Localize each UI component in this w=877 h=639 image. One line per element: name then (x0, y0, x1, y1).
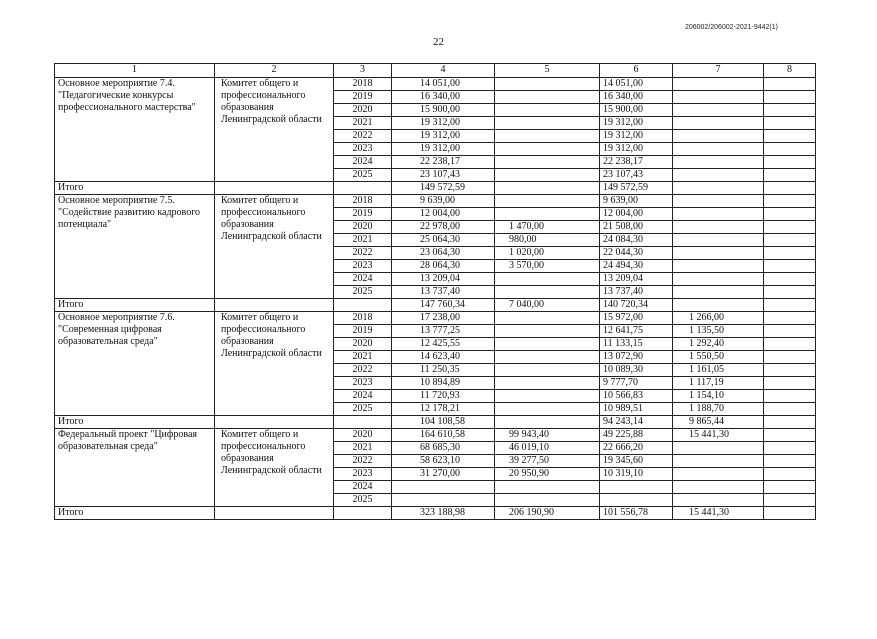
other-sources-cell (764, 494, 816, 507)
regional-budget-cell: 19 312,00 (600, 130, 673, 143)
other-sources-cell (764, 338, 816, 351)
total-amount-cell: 13 777,25 (392, 325, 495, 338)
other-sources-cell (764, 481, 816, 494)
other-sources-cell (764, 130, 816, 143)
year-cell: 2022 (334, 130, 392, 143)
regional-budget-cell: 10 566,83 (600, 390, 673, 403)
other-sources-cell (764, 455, 816, 468)
total-regional-cell: 149 572,59 (600, 182, 673, 195)
federal-budget-cell (495, 494, 600, 507)
regional-budget-cell: 19 345,60 (600, 455, 673, 468)
total-label: Итого (55, 507, 215, 520)
column-number-header-row (55, 64, 816, 78)
total-amount-cell (392, 494, 495, 507)
total-federal-cell: 7 040,00 (495, 299, 600, 312)
local-budget-cell (673, 286, 764, 299)
other-sources-cell (764, 156, 816, 169)
local-budget-cell (673, 481, 764, 494)
total-executor-cell (215, 507, 334, 520)
other-sources-cell (764, 117, 816, 130)
year-cell: 2018 (334, 195, 392, 208)
year-cell: 2019 (334, 91, 392, 104)
year-cell: 2023 (334, 468, 392, 481)
local-budget-cell (673, 169, 764, 182)
local-budget-cell (673, 156, 764, 169)
local-budget-cell (673, 91, 764, 104)
federal-budget-cell (495, 169, 600, 182)
total-other-cell (764, 416, 816, 429)
total-year-cell (334, 507, 392, 520)
federal-budget-cell (495, 364, 600, 377)
local-budget-cell (673, 260, 764, 273)
regional-budget-cell: 12 004,00 (600, 208, 673, 221)
total-label: Итого (55, 299, 215, 312)
total-executor-cell (215, 182, 334, 195)
regional-budget-cell: 22 238,17 (600, 156, 673, 169)
regional-budget-cell: 21 508,00 (600, 221, 673, 234)
regional-budget-cell: 10 089,30 (600, 364, 673, 377)
regional-budget-cell: 23 107,43 (600, 169, 673, 182)
total-amount-cell: 323 188,98 (392, 507, 495, 520)
regional-budget-cell: 15 972,00 (600, 312, 673, 325)
table-row (55, 195, 816, 208)
total-regional-cell: 94 243,14 (600, 416, 673, 429)
local-budget-cell: 1 550,50 (673, 351, 764, 364)
column-number-header: 8 (764, 64, 816, 78)
total-regional-cell: 101 556,78 (600, 507, 673, 520)
column-number-header: 3 (334, 64, 392, 78)
total-row (55, 182, 816, 195)
local-budget-cell: 1 266,00 (673, 312, 764, 325)
year-cell: 2025 (334, 286, 392, 299)
table-row (55, 312, 816, 325)
regional-budget-cell: 22 044,30 (600, 247, 673, 260)
total-amount-cell: 12 425,55 (392, 338, 495, 351)
activity-name: Основное мероприятие 7.5. "Содействие развитию кадрового потенциала" (55, 195, 215, 299)
local-budget-cell (673, 78, 764, 91)
local-budget-cell (673, 442, 764, 455)
other-sources-cell (764, 104, 816, 117)
other-sources-cell (764, 273, 816, 286)
federal-budget-cell: 3 570,00 (495, 260, 600, 273)
year-cell: 2020 (334, 221, 392, 234)
federal-budget-cell (495, 481, 600, 494)
local-budget-cell (673, 494, 764, 507)
total-amount-cell: 12 004,00 (392, 208, 495, 221)
total-amount-cell: 28 064,30 (392, 260, 495, 273)
other-sources-cell (764, 195, 816, 208)
total-row (55, 299, 816, 312)
federal-budget-cell: 46 019,10 (495, 442, 600, 455)
year-cell: 2020 (334, 338, 392, 351)
local-budget-cell: 1 135,50 (673, 325, 764, 338)
federal-budget-cell: 1 470,00 (495, 221, 600, 234)
regional-budget-cell: 16 340,00 (600, 91, 673, 104)
local-budget-cell (673, 195, 764, 208)
year-cell: 2021 (334, 351, 392, 364)
regional-budget-cell: 9 777,70 (600, 377, 673, 390)
table-row (55, 78, 816, 91)
executor-name: Комитет общего и профессионального образования Ленинградской области (215, 312, 334, 416)
total-amount-cell: 12 178,21 (392, 403, 495, 416)
total-other-cell (764, 182, 816, 195)
federal-budget-cell (495, 91, 600, 104)
total-amount-cell: 23 064,30 (392, 247, 495, 260)
total-executor-cell (215, 416, 334, 429)
local-budget-cell (673, 130, 764, 143)
other-sources-cell (764, 364, 816, 377)
year-cell: 2018 (334, 78, 392, 91)
total-amount-cell: 10 894,89 (392, 377, 495, 390)
year-cell: 2018 (334, 312, 392, 325)
column-number-header: 4 (392, 64, 495, 78)
federal-budget-cell (495, 117, 600, 130)
other-sources-cell (764, 143, 816, 156)
local-budget-cell: 1 188,70 (673, 403, 764, 416)
total-amount-cell: 31 270,00 (392, 468, 495, 481)
other-sources-cell (764, 260, 816, 273)
regional-budget-cell: 15 900,00 (600, 104, 673, 117)
column-number-header: 7 (673, 64, 764, 78)
regional-budget-cell: 11 133,15 (600, 338, 673, 351)
total-amount-cell: 58 623,10 (392, 455, 495, 468)
local-budget-cell (673, 208, 764, 221)
total-amount-cell: 9 639,00 (392, 195, 495, 208)
year-cell: 2022 (334, 364, 392, 377)
total-row (55, 416, 816, 429)
total-amount-cell: 19 312,00 (392, 143, 495, 156)
table-row (55, 429, 816, 442)
federal-budget-cell (495, 156, 600, 169)
year-cell: 2024 (334, 481, 392, 494)
federal-budget-cell: 1 020,00 (495, 247, 600, 260)
executor-name: Комитет общего и профессионального образования Ленинградской области (215, 78, 334, 182)
year-cell: 2022 (334, 455, 392, 468)
federal-budget-cell (495, 208, 600, 221)
total-amount-cell: 15 900,00 (392, 104, 495, 117)
total-amount-cell: 23 107,43 (392, 169, 495, 182)
other-sources-cell (764, 312, 816, 325)
total-amount-cell: 16 340,00 (392, 91, 495, 104)
regional-budget-cell: 19 312,00 (600, 117, 673, 130)
year-cell: 2021 (334, 234, 392, 247)
column-number-header: 1 (55, 64, 215, 78)
local-budget-cell: 1 161,05 (673, 364, 764, 377)
total-other-cell (764, 299, 816, 312)
total-amount-cell: 149 572,59 (392, 182, 495, 195)
total-amount-cell: 19 312,00 (392, 130, 495, 143)
federal-budget-cell (495, 403, 600, 416)
federal-budget-cell: 39 277,50 (495, 455, 600, 468)
federal-budget-cell (495, 325, 600, 338)
regional-budget-cell: 10 319,10 (600, 468, 673, 481)
total-row (55, 507, 816, 520)
regional-budget-cell (600, 481, 673, 494)
activity-name: Федеральный проект "Цифровая образовательная среда" (55, 429, 215, 507)
local-budget-cell: 1 117,19 (673, 377, 764, 390)
local-budget-cell (673, 234, 764, 247)
federal-budget-cell (495, 104, 600, 117)
regional-budget-cell: 24 084,30 (600, 234, 673, 247)
total-local-cell (673, 182, 764, 195)
total-other-cell (764, 507, 816, 520)
other-sources-cell (764, 403, 816, 416)
federal-budget-cell: 20 950,90 (495, 468, 600, 481)
other-sources-cell (764, 325, 816, 338)
federal-budget-cell (495, 338, 600, 351)
document-id: 206002/206002-2021-9442(1) (684, 24, 778, 31)
local-budget-cell (673, 221, 764, 234)
total-amount-cell: 11 720,93 (392, 390, 495, 403)
regional-budget-cell: 14 051,00 (600, 78, 673, 91)
regional-budget-cell: 13 072,90 (600, 351, 673, 364)
other-sources-cell (764, 78, 816, 91)
total-amount-cell: 104 108,58 (392, 416, 495, 429)
total-year-cell (334, 416, 392, 429)
total-year-cell (334, 299, 392, 312)
regional-budget-cell: 10 989,51 (600, 403, 673, 416)
total-amount-cell: 164 610,58 (392, 429, 495, 442)
total-amount-cell: 13 737,40 (392, 286, 495, 299)
year-cell: 2023 (334, 377, 392, 390)
year-cell: 2020 (334, 104, 392, 117)
total-amount-cell: 22 978,00 (392, 221, 495, 234)
local-budget-cell (673, 273, 764, 286)
federal-budget-cell (495, 130, 600, 143)
year-cell: 2023 (334, 260, 392, 273)
year-cell: 2022 (334, 247, 392, 260)
other-sources-cell (764, 377, 816, 390)
federal-budget-cell (495, 143, 600, 156)
local-budget-cell: 1 154,10 (673, 390, 764, 403)
activity-name: Основное мероприятие 7.4. "Педагогические конкурсы профессионального мастерства" (55, 78, 215, 182)
regional-budget-cell: 19 312,00 (600, 143, 673, 156)
year-cell: 2024 (334, 156, 392, 169)
federal-budget-cell: 99 943,40 (495, 429, 600, 442)
federal-budget-cell (495, 312, 600, 325)
local-budget-cell: 15 441,30 (673, 429, 764, 442)
total-local-cell (673, 299, 764, 312)
regional-budget-cell: 13 209,04 (600, 273, 673, 286)
budget-table (54, 63, 816, 520)
total-amount-cell: 14 051,00 (392, 78, 495, 91)
federal-budget-cell (495, 286, 600, 299)
other-sources-cell (764, 442, 816, 455)
federal-budget-cell (495, 78, 600, 91)
total-regional-cell: 140 720,34 (600, 299, 673, 312)
total-executor-cell (215, 299, 334, 312)
other-sources-cell (764, 234, 816, 247)
total-amount-cell (392, 481, 495, 494)
federal-budget-cell (495, 195, 600, 208)
other-sources-cell (764, 247, 816, 260)
total-amount-cell: 19 312,00 (392, 117, 495, 130)
federal-budget-cell (495, 390, 600, 403)
column-number-header: 2 (215, 64, 334, 78)
federal-budget-cell: 980,00 (495, 234, 600, 247)
activity-name: Основное мероприятие 7.6. "Современная цифровая образовательная среда" (55, 312, 215, 416)
regional-budget-cell (600, 494, 673, 507)
total-local-cell: 9 865,44 (673, 416, 764, 429)
executor-name: Комитет общего и профессионального образования Ленинградской области (215, 429, 334, 507)
other-sources-cell (764, 221, 816, 234)
year-cell: 2025 (334, 169, 392, 182)
year-cell: 2019 (334, 325, 392, 338)
total-label: Итого (55, 416, 215, 429)
total-federal-cell (495, 182, 600, 195)
year-cell: 2025 (334, 403, 392, 416)
other-sources-cell (764, 208, 816, 221)
federal-budget-cell (495, 273, 600, 286)
regional-budget-cell: 22 666,20 (600, 442, 673, 455)
year-cell: 2019 (334, 208, 392, 221)
total-federal-cell: 206 190,90 (495, 507, 600, 520)
total-amount-cell: 17 238,00 (392, 312, 495, 325)
other-sources-cell (764, 169, 816, 182)
total-amount-cell: 13 209,04 (392, 273, 495, 286)
other-sources-cell (764, 286, 816, 299)
regional-budget-cell: 12 641,75 (600, 325, 673, 338)
column-number-header: 6 (600, 64, 673, 78)
other-sources-cell (764, 351, 816, 364)
local-budget-cell (673, 117, 764, 130)
local-budget-cell: 1 292,40 (673, 338, 764, 351)
federal-budget-cell (495, 351, 600, 364)
year-cell: 2024 (334, 390, 392, 403)
total-year-cell (334, 182, 392, 195)
total-label: Итого (55, 182, 215, 195)
other-sources-cell (764, 390, 816, 403)
year-cell: 2025 (334, 494, 392, 507)
total-amount-cell: 14 623,40 (392, 351, 495, 364)
other-sources-cell (764, 468, 816, 481)
regional-budget-cell: 9 639,00 (600, 195, 673, 208)
other-sources-cell (764, 429, 816, 442)
local-budget-cell (673, 104, 764, 117)
total-local-cell: 15 441,30 (673, 507, 764, 520)
regional-budget-cell: 49 225,88 (600, 429, 673, 442)
local-budget-cell (673, 455, 764, 468)
total-amount-cell: 147 760,34 (392, 299, 495, 312)
year-cell: 2023 (334, 143, 392, 156)
total-amount-cell: 11 250,35 (392, 364, 495, 377)
executor-name: Комитет общего и профессионального образования Ленинградской области (215, 195, 334, 299)
total-amount-cell: 25 064,30 (392, 234, 495, 247)
year-cell: 2021 (334, 442, 392, 455)
local-budget-cell (673, 468, 764, 481)
year-cell: 2020 (334, 429, 392, 442)
federal-budget-cell (495, 377, 600, 390)
total-amount-cell: 22 238,17 (392, 156, 495, 169)
other-sources-cell (764, 91, 816, 104)
regional-budget-cell: 24 494,30 (600, 260, 673, 273)
year-cell: 2021 (334, 117, 392, 130)
local-budget-cell (673, 247, 764, 260)
year-cell: 2024 (334, 273, 392, 286)
column-number-header: 5 (495, 64, 600, 78)
total-federal-cell (495, 416, 600, 429)
local-budget-cell (673, 143, 764, 156)
page-number: 22 (433, 36, 444, 48)
regional-budget-cell: 13 737,40 (600, 286, 673, 299)
total-amount-cell: 68 685,30 (392, 442, 495, 455)
